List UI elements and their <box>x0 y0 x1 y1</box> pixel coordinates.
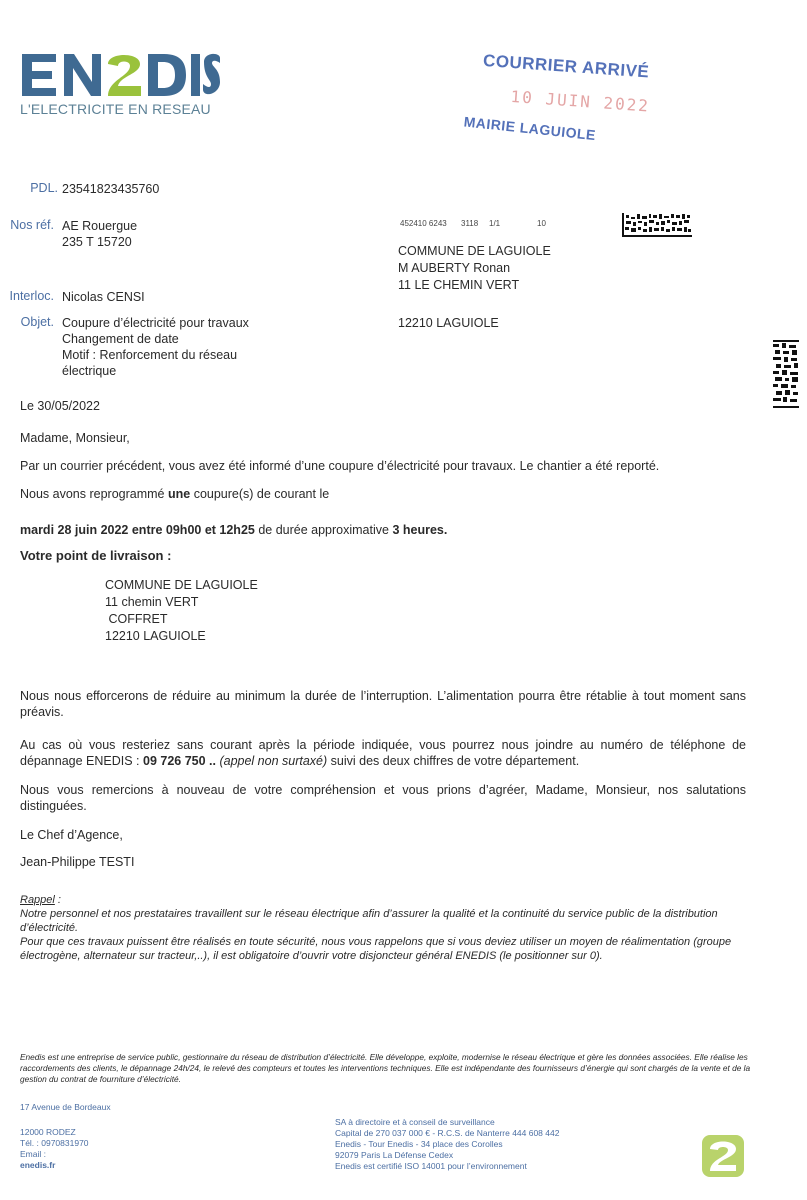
paragraph-2 <box>20 486 329 502</box>
corp-line: SA à directoire et à conseil de surveillance <box>335 1117 495 1127</box>
mail-code: 10 <box>537 219 546 228</box>
corp-line: Enedis - Tour Enedis - 34 place des Corolles <box>335 1139 503 1149</box>
p2-text: Nous avons reprogrammé <box>20 487 168 501</box>
objet-label: Objet. <box>20 315 54 329</box>
logo-tagline: L'ELECTRICITE EN RESEAU <box>20 101 211 117</box>
delivery-line: COMMUNE DE LAGUIOLE <box>105 578 258 592</box>
stamp-mairie: MAIRIE LAGUIOLE <box>463 113 597 144</box>
p2-text-end: coupure(s) de courant le <box>190 487 330 501</box>
objet-line: Motif : Renforcement du réseau <box>62 348 238 362</box>
rappel-colon: : <box>54 894 61 906</box>
rappel-line-2: Pour que ces travaux puissent être réalisés en toute sécurité, nous vous rappelons que si vous deviez utiliser un moyen de réalimentation (groupe électrogène, alternateur sur tracteur,..), il est obligatoire d’ouvrir votre disjoncteur général ENEDIS (le positionner sur 0). <box>20 936 732 962</box>
footer-email: Email : <box>20 1149 46 1159</box>
p5-text-end: suivi des deux chiffres de votre département. <box>327 754 580 768</box>
nosref-line1: AE Rouergue <box>62 219 138 233</box>
paragraph-4: Nous nous efforcerons de réduire au minimum la durée de l’interruption. L’alimentation pourra être rétablie à tout moment sans préavis. <box>20 689 746 719</box>
recipient-line: M AUBERTY Ronan <box>398 261 511 275</box>
stamp-date: 10 JUIN 2022 <box>510 86 651 116</box>
rappel-block <box>20 893 750 963</box>
footer-address <box>20 1102 111 1171</box>
recipient-line: 11 LE CHEMIN VERT <box>398 278 520 292</box>
nosref-label: Nos réf. <box>10 218 54 232</box>
pdl-label: PDL. <box>30 181 58 195</box>
outage-duration-text: de durée approximative <box>254 523 393 537</box>
objet-line: Changement de date <box>62 332 179 346</box>
rappel-line-1: Notre personnel et nos prestataires travaillent sur le réseau électrique afin d’assurer la qualité et la continuité du service public de la distribution d’électricité. <box>20 908 718 934</box>
delivery-address <box>105 577 258 645</box>
footer-corporate <box>335 1117 559 1172</box>
interloc-value: Nicolas CENSI <box>62 290 145 304</box>
courrier-arrive-stamp <box>451 43 659 172</box>
paragraph-5 <box>20 737 746 769</box>
objet-value <box>62 315 249 379</box>
p2-bold: une <box>167 487 191 501</box>
signature-name: Jean-Philippe TESTI <box>20 855 135 869</box>
delivery-title: Votre point de livraison : <box>20 548 172 563</box>
footer-city: 12000 RODEZ <box>20 1127 76 1137</box>
outage-duration: 3 heures. <box>392 523 448 537</box>
letter-date: Le 30/05/2022 <box>20 399 100 413</box>
corp-line: Enedis est certifié ISO 14001 pour l’environnement <box>335 1161 527 1171</box>
paragraph-6: Nous vous remercions à nouveau de votre compréhension et vous prions d’agréer, Madame, Monsieur, nos salutations distinguées. <box>20 783 746 813</box>
delivery-line: COFFRET <box>105 612 168 626</box>
corp-line: 92079 Paris La Défense Cedex <box>335 1150 454 1160</box>
nosref-value <box>62 218 137 250</box>
nosref-line2: 235 T 15720 <box>62 235 132 249</box>
signature-title: Le Chef d’Agence, <box>20 828 123 842</box>
recipient-line: COMMUNE DE LAGUIOLE <box>398 244 551 258</box>
delivery-line: 12210 LAGUIOLE <box>105 629 206 643</box>
rappel-heading <box>20 893 750 907</box>
mail-code: 1/1 <box>489 219 501 228</box>
delivery-line: 11 chemin VERT <box>105 595 199 609</box>
footer-website[interactable]: enedis.fr <box>20 1160 56 1170</box>
p5-phone: 09 726 750 .. <box>143 754 216 768</box>
enedis-logo <box>20 50 220 100</box>
footer-legal: Enedis est une entreprise de service public, gestionnaire du réseau de distribution d’électricité. Elle développe, exploite, modernise le réseau électrique et gère les données associées. Elle réalise les raccordements des clients, le dépannage 24h/24, le relevé des compteurs et toutes les interventions techniques. Elle est indépendante des fournisseurs d’énergie qui sont chargés de la vente et de la gestion du contrat de fourniture d’électricité. <box>20 1052 751 1084</box>
paragraph-1: Par un courrier précédent, vous avez été informé d’une coupure d’électricité pour travaux. Le chantier a été reporté. <box>20 459 660 473</box>
salutation: Madame, Monsieur, <box>20 431 130 445</box>
mail-code: 3118 <box>461 219 479 228</box>
enedis-emblem-icon <box>702 1135 744 1177</box>
stamp-title: COURRIER ARRIVÉ <box>482 50 650 82</box>
outage-datetime: mardi 28 juin 2022 entre 09h00 et 12h25 <box>20 523 255 537</box>
datamatrix-barcode <box>622 213 692 237</box>
recipient-address <box>398 243 551 294</box>
pdl-value: 23541823435760 <box>62 182 160 196</box>
objet-line: Coupure d’électricité pour travaux <box>62 316 249 330</box>
corp-line: Capital de 270 037 000 € - R.C.S. de Nanterre 444 608 442 <box>335 1128 560 1138</box>
rappel-title: Rappel <box>20 894 55 906</box>
objet-line: électrique <box>62 364 117 378</box>
side-barcode <box>773 340 799 408</box>
mail-code: 452410 6243 <box>400 219 447 228</box>
interloc-label: Interloc. <box>9 289 54 303</box>
recipient-postcode: 12210 LAGUIOLE <box>398 316 499 330</box>
p5-text: Au cas où vous resteriez sans courant après la période indiquée, vous pourrez nous joindre au numéro de téléphone de dépannage ENEDIS : <box>20 738 746 768</box>
outage-date <box>20 522 447 538</box>
footer-phone: Tél. : 0970831970 <box>20 1138 89 1148</box>
footer-street: 17 Avenue de Bordeaux <box>20 1102 111 1112</box>
p5-note: (appel non surtaxé) <box>215 754 328 768</box>
